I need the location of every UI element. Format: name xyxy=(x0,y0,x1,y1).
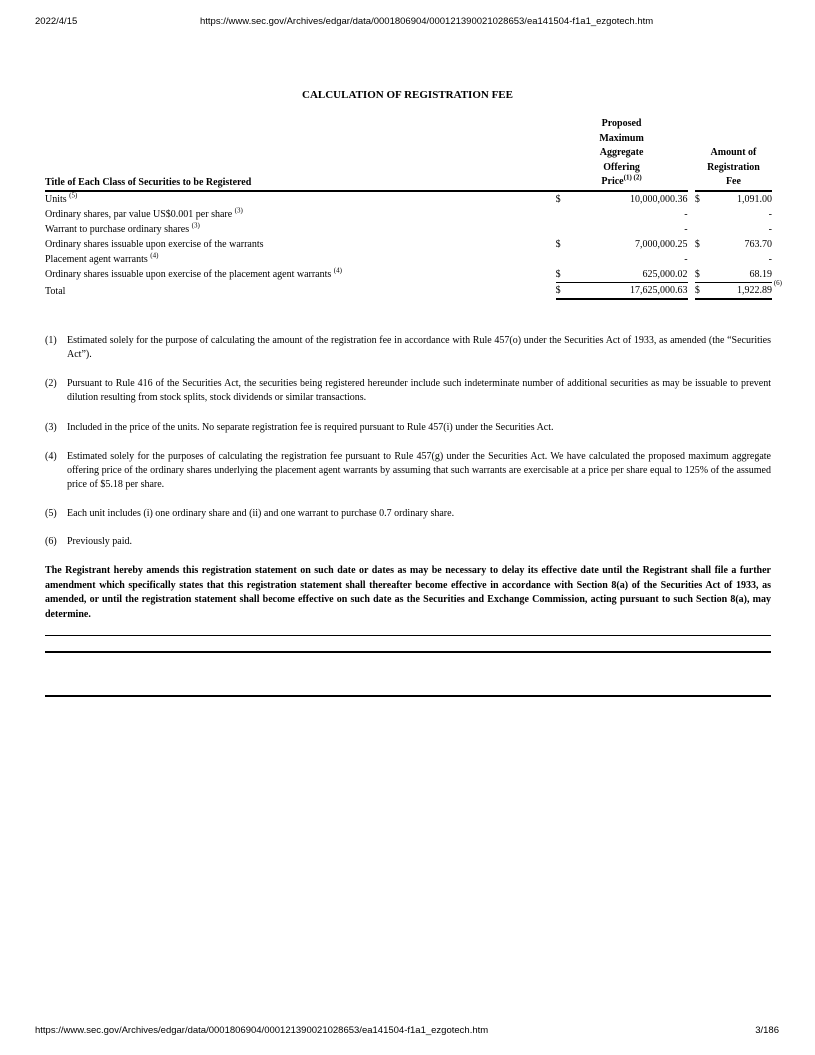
price-currency xyxy=(556,252,630,267)
row-title: Units $^{(5)}$ xyxy=(45,191,78,205)
table-row xyxy=(45,222,772,237)
registration-fee-table xyxy=(45,117,782,300)
price-value: 17,625,000.63 xyxy=(630,284,688,296)
footnote-label: (2) xyxy=(45,378,57,389)
price-currency: $ xyxy=(555,193,561,205)
table-row-total: Total $ 17,625,000.63 $ 1,922.89 (6) xyxy=(45,278,782,297)
col-header-fee-line: Fee xyxy=(725,176,741,187)
table-header-row xyxy=(45,117,772,191)
table-row xyxy=(45,191,772,207)
row-title: Total xyxy=(45,285,66,297)
price-value: 625,000.02 xyxy=(642,268,688,280)
col-header-price-line: Maximum xyxy=(599,132,644,144)
footnote-text: Estimated solely for the purposes of calculating the registration fee pursuant to Rule 457(g) under the Securities Act. We have calculated the proposed maximum aggregate offering price of the ordinary shares underlying the placement agent warrants by assuming that such warrants are exercisable at a price per share equal to 125% of the assumed price of $5.18 per share. xyxy=(67,451,771,490)
row-title: Warrant to purchase ordinary shares $^{(3)}$ xyxy=(45,221,200,235)
price-value: - xyxy=(684,208,688,220)
row-title: Placement agent warrants $^{(4)}$ xyxy=(45,251,159,265)
price-currency: $ xyxy=(556,267,630,283)
print-url-top[interactable]: https://www.sec.gov/Archives/edgar/data/0001806904/000121390021028653/ea141504-f1a1_ezgotech.htm xyxy=(200,16,654,27)
fee-currency xyxy=(695,252,712,267)
col-header-price-line: Aggregate xyxy=(599,147,644,158)
footnote xyxy=(45,377,771,405)
footnote-label: (4) xyxy=(45,451,57,462)
price-value: - xyxy=(684,223,688,235)
print-url-bottom[interactable]: https://www.sec.gov/Archives/edgar/data/0001806904/000121390021028653/ea141504-f1a1_ezgotech.htm xyxy=(35,1025,489,1036)
print-date: 2022/4/15 xyxy=(35,16,78,27)
row-title: Ordinary shares, par value US$0.001 per share $^{(3)}$ xyxy=(45,206,243,220)
footnote xyxy=(45,421,771,435)
footnote-label: (1) xyxy=(45,335,57,346)
row-title-sup: (3) xyxy=(234,206,243,215)
col-header-price-sup: (1) (2) xyxy=(623,173,642,182)
row-title-sup: (3) xyxy=(191,221,200,230)
divider xyxy=(45,635,771,636)
table-row xyxy=(45,267,772,283)
price-currency xyxy=(556,207,630,222)
row-title: Ordinary shares issuable upon exercise of the warrants xyxy=(45,238,264,250)
row-title-sup: (5) xyxy=(69,191,78,200)
footnote xyxy=(45,450,771,492)
divider xyxy=(45,651,771,653)
footnote-text: Included in the price of the units. No separate registration fee is required pursuant to Rule 457(i) under the Securities Act. xyxy=(67,422,554,433)
col-header-title: Title of Each Class of Securities to be Registered xyxy=(45,117,556,191)
fee-value: - xyxy=(768,223,772,235)
fee-currency: $ xyxy=(694,193,700,205)
footnote-text: Pursuant to Rule 416 of the Securities Act, the securities being registered hereunder include such indeterminate number of additional securities as may be issuable to prevent dilution resulting from stock splits, stock dividends or similar transactions. xyxy=(67,378,771,403)
row-title-sup: (4) xyxy=(333,266,342,275)
price-value: 7,000,000.25 xyxy=(635,238,688,250)
document-title: CALCULATION OF REGISTRATION FEE xyxy=(302,89,513,101)
col-header-price-line: Offering xyxy=(603,161,640,173)
delaying-amendment: The Registrant hereby amends this registration statement on such date or dates as may be necessary to delay its effective date until the Registrant shall file a further amendment which specifically states that this registration statement shall thereafter become effective in accordance with Section 8(a) of the Securities Act of 1933, as amended, or until the registration statement shall become effective on such date as the Securities and Exchange Commission, acting pursuant to such Section 8(a), may determine. xyxy=(45,565,771,620)
col-header-price-line: Price xyxy=(601,176,624,187)
price-currency: $ xyxy=(555,238,561,250)
fee-currency xyxy=(695,222,712,237)
fee-value: 1,922.89 xyxy=(737,284,772,296)
page-number: 3/186 xyxy=(755,1025,779,1036)
price-currency xyxy=(556,222,630,237)
row-title-sup: (4) xyxy=(150,251,159,260)
fee-currency: $ xyxy=(695,267,712,283)
fee-value: - xyxy=(768,253,772,265)
divider xyxy=(45,695,771,697)
footnote-text: Previously paid. xyxy=(67,536,132,547)
fee-value: 1,091.00 xyxy=(737,193,772,205)
fee-value: - xyxy=(768,208,772,220)
fee-value: 763.70 xyxy=(744,238,772,250)
price-value: 10,000,000.36 xyxy=(630,193,688,205)
price-value: - xyxy=(684,253,688,265)
footnote xyxy=(45,507,771,521)
col-header-price xyxy=(556,117,688,191)
table-row xyxy=(45,252,772,267)
fee-currency: $ xyxy=(695,282,712,299)
footnote-label: (3) xyxy=(45,422,57,433)
fee-currency xyxy=(695,207,712,222)
row-title: Ordinary shares issuable upon exercise of the placement agent warrants $^{(4)}$ xyxy=(45,266,342,280)
table-row xyxy=(45,237,772,252)
col-header-fee xyxy=(695,117,772,191)
footnote xyxy=(45,535,771,549)
footnote-label: (6) xyxy=(45,536,57,547)
table-row xyxy=(45,207,772,222)
col-header-fee-line: Registration xyxy=(707,161,760,173)
footnote xyxy=(45,334,771,362)
footnote-text: Each unit includes (i) one ordinary share and (ii) and one warrant to purchase 0.7 ordinary share. xyxy=(67,508,455,519)
footnote-text: Estimated solely for the purpose of calculating the amount of the registration fee in accordance with Rule 457(o) under the Securities Act of 1933, as amended (the “Securities Act”). xyxy=(67,335,771,360)
fee-value: 68.19 xyxy=(749,268,772,280)
fee-currency: $ xyxy=(694,238,700,250)
col-header-price-line: Proposed xyxy=(601,118,642,129)
col-header-fee-line: Amount of xyxy=(710,147,757,158)
price-currency: $ xyxy=(556,282,630,299)
footnote-label: (5) xyxy=(45,508,57,519)
